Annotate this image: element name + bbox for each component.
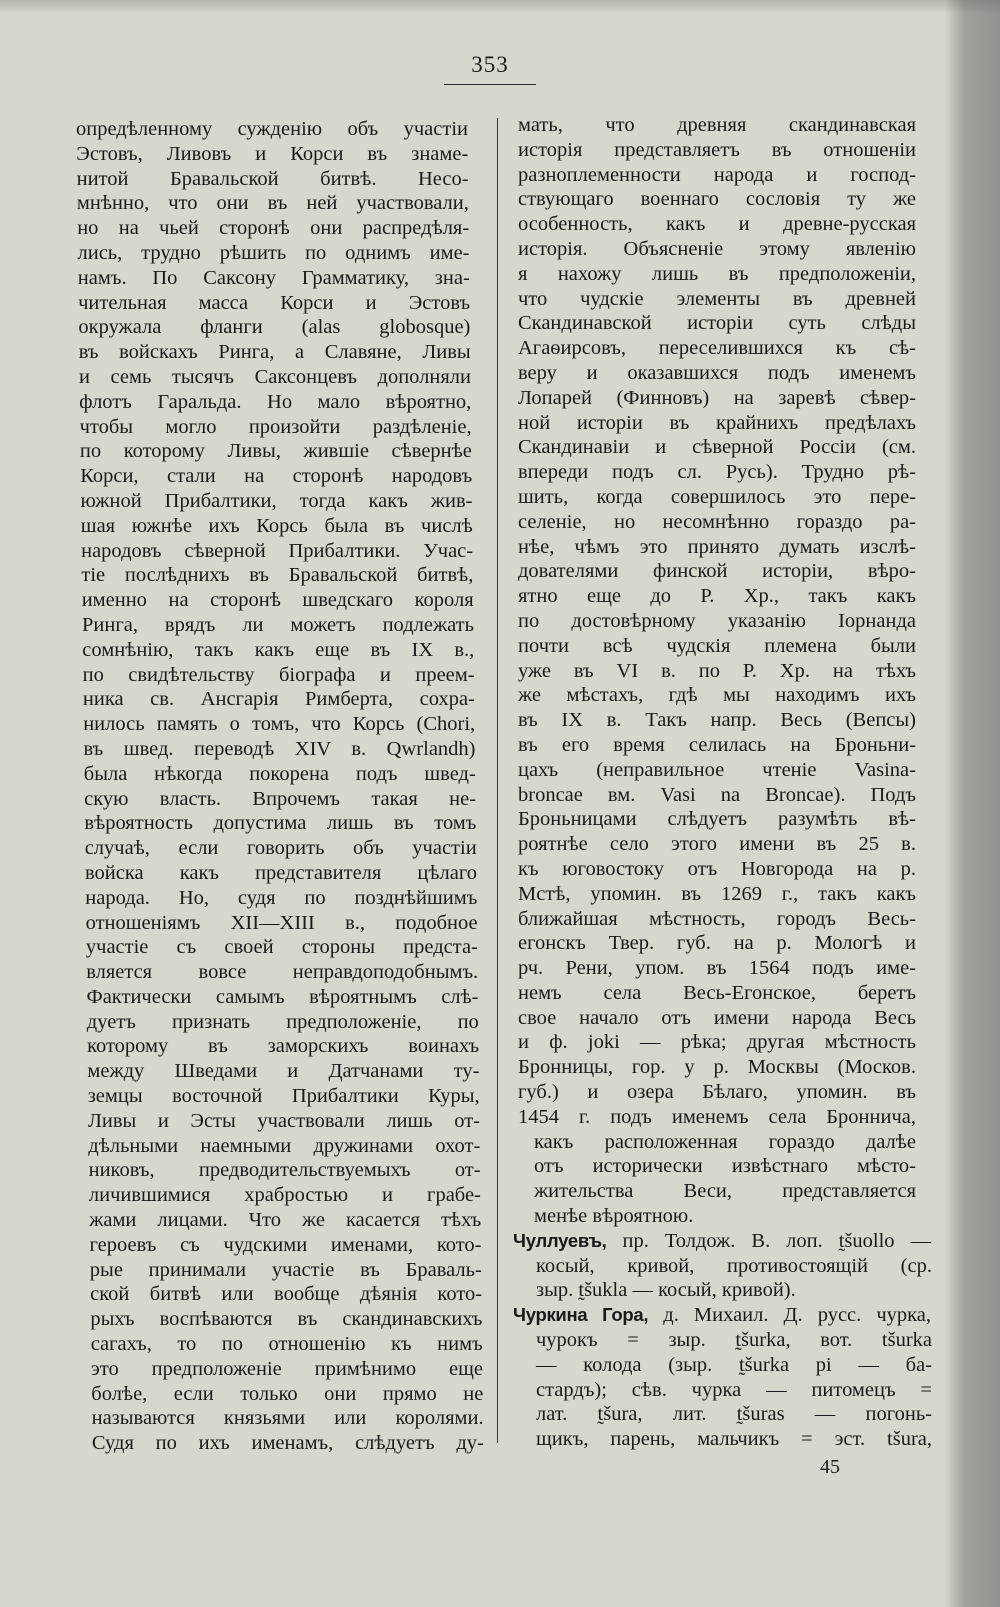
text-line: жительства Веси, представляется — [534, 1180, 916, 1203]
text-line: отношеніямъ XII—XIII в., подобное — [85, 911, 478, 934]
text-line: губ.) и озера Бѣлаго, упомин. въ — [518, 1081, 916, 1104]
text-line: болѣе, если только они прямо не — [91, 1382, 484, 1405]
text-line: дуетъ признать предположеніе, по — [86, 1010, 479, 1033]
text-line: народа. Но, судя по позднѣйшимъ — [85, 886, 478, 909]
text-line: опредѣленному сужденію объ участіи — [76, 118, 468, 140]
entry-headword: Чуллуевъ, — [513, 1229, 607, 1251]
text-line: чительная масса Корси и Эстовъ — [78, 291, 471, 314]
text-line: по которому Ливы, жившіе сѣвернѣе — [79, 440, 472, 463]
text-line: свое начало отъ имени народа Весь — [518, 1006, 916, 1029]
text-line: отъ исторически извѣстнаго мѣсто- — [534, 1155, 916, 1178]
text-line: уже въ VI в. по Р. Хр. на тѣхъ — [518, 659, 916, 682]
text-line: мнѣнно, что они въ ней участвовали, — [76, 192, 469, 215]
text-line: исторія представляетъ въ отношеніи — [518, 138, 916, 161]
text-line: же мѣстахъ, гдѣ мы находимъ ихъ — [518, 684, 916, 707]
text-line: дователями финской исторіи, вѣро- — [518, 560, 916, 583]
right-column — [513, 113, 938, 1452]
text-line: шить, когда совершилось это пере- — [518, 485, 916, 508]
text-line: ближайшая мѣстность, городъ Весь- — [518, 907, 916, 930]
page-number: 353 — [471, 52, 509, 77]
text-line: войска какъ представителя цѣлаго — [85, 861, 477, 884]
text-line: которому въ заморскихъ воинахъ — [87, 1035, 480, 1058]
text-line: но на чьей сторонѣ они распредѣля- — [77, 217, 470, 240]
text-line: никовъ, предводительствуемыхъ от- — [88, 1159, 481, 1182]
text-line: впереди подъ сл. Русь). Трудно рѣ- — [518, 461, 916, 484]
text-line: стардъ); сѣв. чурка — питомецъ = — [536, 1378, 932, 1401]
text-line: это предположеніе примѣнимо еще — [91, 1357, 483, 1380]
text-line: въ войскахъ Ринга, а Славяне, Ливы — [78, 341, 471, 364]
text-line: зыр. t̰šukla — косый, кривой). — [536, 1279, 796, 1302]
text-line: нѣе, чѣмъ это принято думать изслѣ- — [518, 535, 916, 558]
dictionary-entry-first-line — [513, 1229, 931, 1254]
text-line: называются князьями или королями. — [91, 1407, 484, 1430]
text-line: Броньницами слѣдуетъ разумѣть вѣ- — [518, 808, 916, 831]
text-line: нилось память о томъ, что Корсь (Chori, — [83, 713, 476, 736]
text-line: лат. t̰šura, лит. t̰šuras — погонь- — [536, 1403, 932, 1426]
text-line: Эстовъ, Ливовъ и Корси въ знаме- — [76, 142, 469, 165]
text-line: 1454 г. подъ именемъ села Броннича, — [518, 1105, 916, 1128]
entry-text: д. Михаил. Д. русс. чурка, — [663, 1304, 932, 1327]
text-line: мать, что древняя скандинавская — [518, 114, 916, 136]
text-line: въ IX в. Такъ напр. Весь (Вепсы) — [518, 709, 916, 732]
text-line: по свидѣтельству біографа и преем- — [82, 663, 475, 686]
text-line: личившимися храбростью и грабе- — [88, 1184, 481, 1207]
entry-headword: Чуркина Гора, — [513, 1304, 649, 1326]
text-line: тіе послѣднихъ въ Бравальской битвѣ, — [81, 564, 474, 587]
text-line: по достовѣрному указанію Іорнанда — [518, 609, 916, 632]
text-line: сагахъ, то по отношенію къ нимъ — [90, 1333, 483, 1356]
text-line: вѣроятность допустима лишь въ томъ — [84, 812, 477, 835]
left-column — [76, 117, 484, 1456]
text-line: была нѣкогда покорена подъ швед- — [83, 762, 476, 785]
text-line: между Шведами и Датчанами ту- — [87, 1060, 480, 1083]
text-line: исторія. Объясненіе этому явленію — [518, 237, 916, 260]
text-line: именно на сторонѣ шведскаго короля — [81, 589, 474, 612]
text-line: чтобы могло произойти раздѣленіе, — [79, 415, 472, 438]
text-line: Бронницы, гор. у р. Москвы (Москов. — [518, 1056, 916, 1079]
text-line: чурокъ = зыр. t̰šurka, вот. tšurka — [536, 1329, 932, 1352]
printer-signature-mark: 45 — [820, 1456, 840, 1478]
text-line: разноплеменности народа и господ- — [518, 163, 916, 186]
text-line: сомнѣнію, такъ какъ еще въ IX в., — [82, 638, 475, 661]
text-line: лись, трудно рѣшить по однимъ име- — [77, 241, 470, 264]
text-line: Лопарей (Финновъ) на заревѣ сѣвер- — [518, 386, 916, 409]
text-line: Скандинавской исторіи суть слѣды — [518, 312, 916, 335]
text-line: почти всѣ чудскія племена были — [518, 634, 916, 657]
text-line: народовъ сѣверной Прибалтики. Учас- — [81, 539, 474, 562]
text-line: щикъ, парень, мальчикъ = эст. tšura, — [536, 1428, 932, 1451]
text-line: Корси, стали на сторонѣ народовъ — [80, 465, 473, 488]
text-line: героевъ съ чудскими именами, кото- — [89, 1233, 482, 1256]
text-line: я нахожу лишь въ предположеніи, — [518, 262, 916, 285]
text-line: рые принимали участіе въ Браваль- — [89, 1258, 482, 1281]
text-line: ника св. Ансгарія Римберта, сохра- — [82, 688, 475, 711]
text-line: Мстѣ, упомин. въ 1269 г., такъ какъ — [518, 882, 916, 905]
text-line: егонскъ Твер. губ. на р. Мологѣ и — [518, 932, 916, 955]
text-line: вляется вовсе неправдоподобнымъ. — [86, 961, 479, 984]
text-line: случаѣ, если говорить объ участіи — [84, 837, 477, 860]
text-line: менѣе вѣроятною. — [534, 1205, 694, 1228]
text-line: что чудскіе элементы въ древней — [518, 287, 916, 310]
text-line: и ф. joki — рѣка; другая мѣстность — [518, 1031, 916, 1054]
text-line: Фактически самымъ вѣроятнымъ слѣ- — [86, 985, 479, 1008]
text-line: Скандинавіи и сѣверной Россіи (см. — [518, 436, 916, 459]
column-divider — [497, 118, 498, 1443]
text-line: какъ расположенная гораздо далѣе — [534, 1130, 916, 1153]
text-line: южной Прибалтики, тогда какъ жив- — [80, 489, 473, 512]
text-line: косый, кривой, противостоящій (ср. — [536, 1254, 932, 1277]
text-line: нитой Бравальской битвѣ. Несо- — [76, 167, 469, 190]
text-line: немъ села Весь-Егонское, беретъ — [518, 981, 916, 1004]
text-line: роятнѣе село этого имени въ 25 в. — [518, 833, 916, 856]
text-line: участіе съ своей стороны предста- — [85, 936, 478, 959]
text-line: ствующаго военнаго сословія ту же — [518, 188, 916, 211]
text-line: дѣльными наемными дружинами охот- — [88, 1134, 481, 1157]
text-line: Ливы и Эсты участвовали лишь от- — [88, 1109, 480, 1132]
text-line: — колода (зыр. t̰šurka pi — ба- — [536, 1353, 932, 1376]
text-line: ной исторіи въ крайнихъ предѣлахъ — [518, 411, 916, 434]
text-line: скую власть. Впрочемъ такая не- — [84, 787, 477, 810]
text-line: къ юговостоку отъ Новгорода на р. — [518, 857, 916, 880]
text-line: Агаѳирсовъ, переселившихся къ сѣ- — [518, 337, 916, 360]
text-line: Ринга, врядъ ли можетъ подлежать — [82, 613, 474, 636]
text-line: шая южнѣе ихъ Корсь была въ числѣ — [80, 514, 473, 537]
text-line: веру и оказавшихся подъ именемъ — [518, 361, 916, 384]
page-number-rule — [444, 84, 536, 85]
text-line: рыхъ воспѣваются въ скандинавскихъ — [90, 1308, 483, 1331]
dictionary-entry-first-line — [513, 1303, 931, 1328]
text-line: рч. Рени, упом. въ 1564 подъ име- — [518, 957, 916, 980]
text-line: ской битвѣ или вообще дѣянія кото- — [90, 1283, 483, 1306]
text-line: селеніе, но несомнѣнно гораздо ра- — [518, 510, 916, 533]
text-line: цахъ (неправильное чтеніе Vasina- — [518, 758, 916, 781]
text-line: ятно еще до Р. Хр., такъ какъ — [518, 585, 916, 608]
text-line: окружала фланги (alas globosque) — [78, 316, 471, 339]
text-line: и семь тысячъ Саксонцевъ дополняли — [79, 365, 471, 388]
text-line: намъ. По Саксону Грамматику, зна- — [77, 266, 470, 289]
text-line: broncae вм. Vasi na Broncae). Подъ — [518, 783, 916, 806]
entry-text: пр. Толдож. В. лоп. t̰šuollo — — [622, 1229, 932, 1252]
text-line: земцы восточной Прибалтики Куры, — [87, 1085, 480, 1108]
text-line: жами лицами. Что же касается тѣхъ — [89, 1209, 482, 1232]
text-line: особенность, какъ и древне-русская — [518, 213, 916, 236]
text-line: въ его время селилась на Броньни- — [518, 733, 916, 756]
text-line: флотъ Гаральда. Но мало вѣроятно, — [79, 390, 472, 413]
text-line: въ швед. переводѣ XIV в. Qwrlandh) — [83, 737, 476, 760]
text-line: Судя по ихъ именамъ, слѣдуетъ ду- — [91, 1432, 484, 1455]
